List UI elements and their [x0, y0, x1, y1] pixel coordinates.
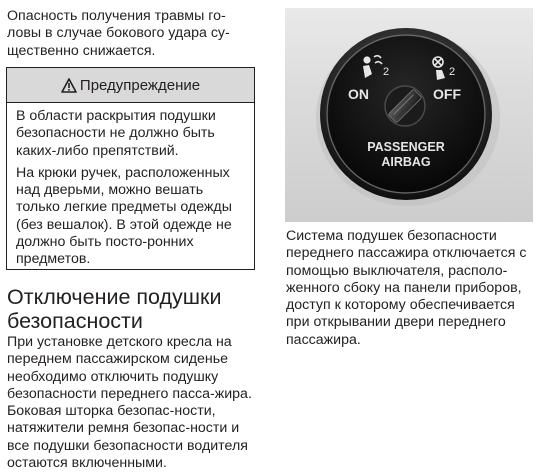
off-sub-label: 2 [449, 66, 456, 78]
switch-label-passenger: PASSENGER [367, 140, 445, 154]
warning-header [7, 68, 254, 103]
airbag-switch-photo [285, 8, 533, 222]
key-slot [385, 86, 425, 126]
warning-body [7, 103, 254, 269]
section-title: Отключение подушки безопасности [7, 285, 222, 333]
photo-caption: Система подушек безопасности переднего пассажира отключается с помощью выключателя, располо-женного сбоку на панели приборов, доступ к которому обеспечивается при открывании двери переднего пассажира. [286, 228, 527, 348]
intro-paragraph: Опасность получения травмы го-ловы в случае бокового удара су-щественно снижается. [7, 8, 230, 59]
warning-box [6, 67, 255, 270]
on-sub-label: 2 [383, 66, 390, 78]
section-body: При установке детского кресла на переднем пассажирском сиденье необходимо отключить подушку безопасности переднего пасса-жира. Боковая шторка безопас-ности, натяжители ремня безопас-ности и все подушки безопасности водителя остаются включенными. [7, 334, 252, 472]
warning-triangle-icon [61, 78, 77, 93]
switch-label-airbag: AIRBAG [381, 155, 431, 169]
warning-title: Предупреждение [79, 76, 201, 94]
warning-paragraph: На крюки ручек, расположенных над дверьми, можно вешать только легкие предметы одежды (без вешалок). В этой одежде не должно быть посто-ронних предметов. [16, 164, 232, 268]
on-label: ON [348, 86, 369, 102]
off-label: OFF [433, 86, 461, 102]
warning-paragraph: В области раскрытия подушки безопасности не должно быть каких-либо препятствий. [16, 108, 216, 159]
